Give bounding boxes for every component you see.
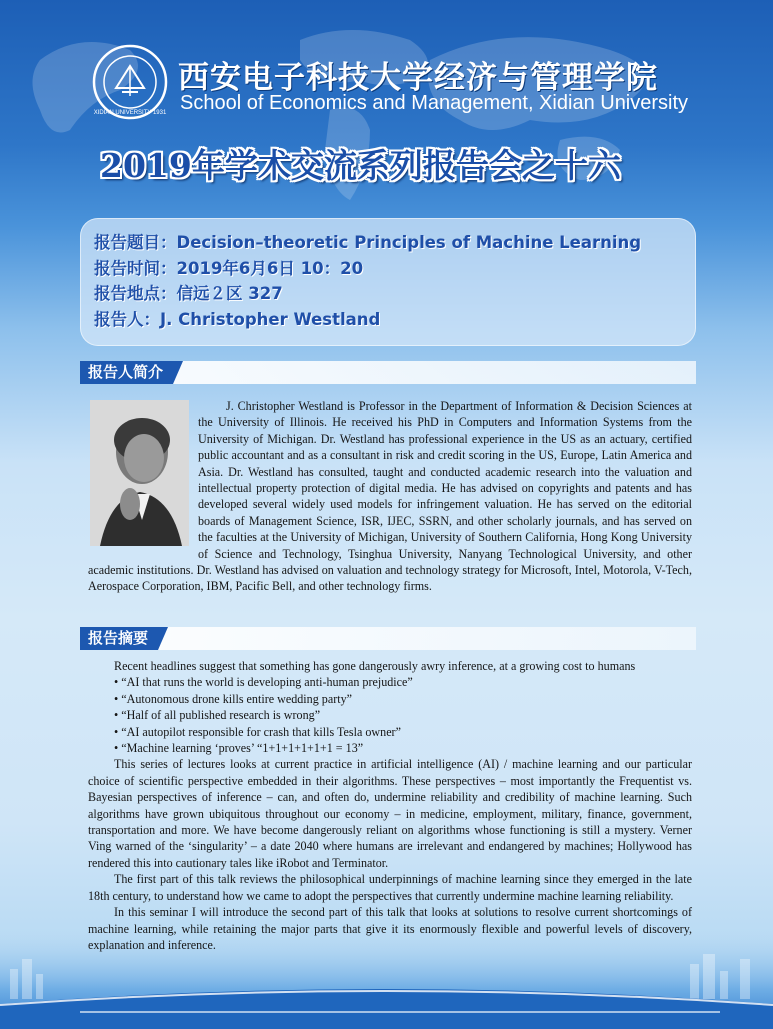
bullet-item: • “AI autopilot responsible for crash that kills Tesla owner” xyxy=(114,724,401,739)
abstract-paragraph-1: This series of lectures looks at current practice in artificial intelligence (AI) / machine learning and our particular choice of scientific perspective embedded in their algorithms. These perspectives – most importantly the Frequentist vs. Bayesian perspectives of inference – can, and often do, undermine reliability and credibility of machine learning. Such algorithms have grown ubiquitous throughout our economy – in medicine, employment, military, finance, government, transportation and more. We have become dangerously reliant on algorithms whose functioning is still a mystery. Verner Ving warned of the ‘singularity’ – a date 2040 where humans are irrelevant and endangered by machines; Hollywood has rendered this into cautionary tales like iRobot and Terminator. xyxy=(88,757,692,870)
bullet-item: • “Half of all published research is wrong” xyxy=(114,708,321,723)
abstract-section-title: 报告摘要 xyxy=(80,627,158,650)
talk-info-box xyxy=(80,218,696,346)
abstract-paragraph-3: In this seminar I will introduce the second part of this talk that looks at solutions to resolve current shortcomings of machine learning, while retaining the major parts that give it its enormously flexible and powerful levels of discovery, explanation and inference. xyxy=(88,905,692,952)
bio-section-header xyxy=(80,361,696,384)
speaker-line xyxy=(94,307,682,333)
time-label: 报告时间： xyxy=(94,258,177,278)
university-seal-icon xyxy=(92,44,168,120)
topic-line xyxy=(94,230,682,256)
school-name-cn: 经济与管理学院 xyxy=(434,60,658,96)
topic-value: Decision–theoretic Principles of Machine Learning xyxy=(176,233,642,252)
speaker-label: 报告人： xyxy=(94,309,160,329)
place-label: 报告地点： xyxy=(94,284,177,303)
abstract-intro: Recent headlines suggest that something has gone dangerously awry inference, at a growing cost to humans xyxy=(114,659,636,673)
bio-text: J. Christopher Westland is Professor in the Department of Information & Decision Sciences at the University of Illinois. He received his PhD in Computers and Information Systems from the University of Michigan. Dr. Westland has professional experience in the US as an actuary, certified public accountant and as a consultant in risk and credit scoring in the US, Europe, Latin America and Asia. Dr. Westland has consulted, taught and conducted academic research into the valuation and intellectual property protection of digital media. He has advised on copyrights and patents and has developed several widely used models for infringement valuation. He has served on the editorial boards of Management Science, ISR, IJEC, SSRN, and other scholarly journals, and has served on the faculties at the University of Michigan, University of Southern California, Hong Kong University of Science and Technology, Tsinghua University, Nanyang Technological University, and other academic institutions. Dr. Westland has advised on valuation and technology strategy for Microsoft, Intel, Motorola, V-Tech, Aerospace Corporation, IBM, Pacific Bell, and other technology firms. xyxy=(88,399,692,594)
abstract-body xyxy=(88,658,692,953)
speaker-bio xyxy=(88,398,692,595)
svg-text:XIDIAN UNIVERSITY 1931: XIDIAN UNIVERSITY 1931 xyxy=(93,110,167,116)
time-value: 2019年6月6日 10：20 xyxy=(176,258,364,278)
school-title-en: School of Economics and Management, Xidian University xyxy=(180,92,689,114)
speaker-value: J. Christopher Westland xyxy=(160,309,381,329)
university-name-cn: 西安电子科技大学 xyxy=(178,60,434,96)
series-title: 2019年学术交流系列报告会之十六 xyxy=(100,146,621,185)
bullet-item: • “Autonomous drone kills entire wedding party” xyxy=(114,691,352,706)
place-value: 信远２区 327 xyxy=(176,284,283,303)
topic-label: 报告题目： xyxy=(94,233,177,252)
bullet-item: • “Machine learning ‘proves’ “1+1+1+1+1+1 = 13” xyxy=(114,741,364,756)
abstract-paragraph-2: The first part of this talk reviews the philosophical underpinnings of machine learning since they emerged in the late 18th century, to understand how we came to adopt the perspectives that currently undermine machine learning reliability. xyxy=(88,872,692,903)
bio-section-title: 报告人简介 xyxy=(80,361,173,384)
abstract-section-header xyxy=(80,627,696,650)
school-title-cn xyxy=(178,52,658,96)
header xyxy=(0,0,773,200)
bullet-item: • “AI that runs the world is developing anti-human prejudice” xyxy=(114,675,413,690)
time-line xyxy=(94,256,682,282)
place-line xyxy=(94,281,682,307)
